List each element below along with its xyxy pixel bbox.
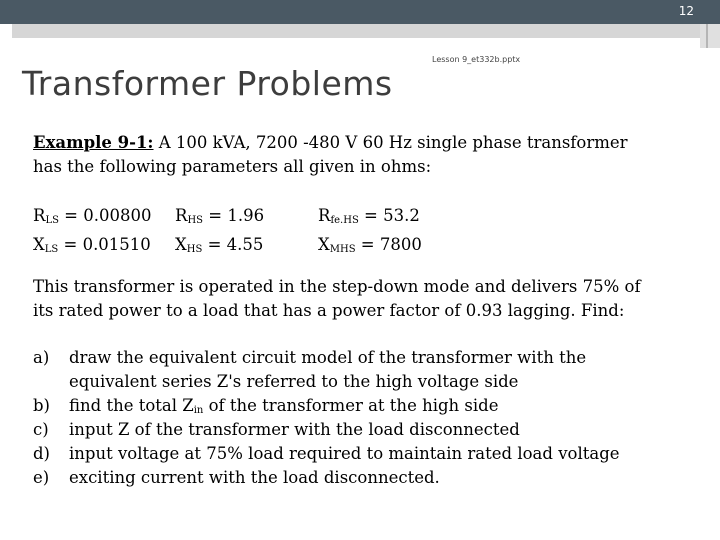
task-text: exciting current with the load disconnected. bbox=[69, 468, 440, 487]
top-bar bbox=[0, 0, 720, 24]
example-intro: A 100 kVA, 7200 -480 V 60 Hz single phase transformer bbox=[153, 133, 628, 152]
example-statement bbox=[33, 131, 628, 179]
param-xm: $X_{MHS} = 7800$ bbox=[318, 235, 422, 255]
slide-number: 12 bbox=[678, 4, 694, 18]
task-text: input Z of the transformer with the load disconnected bbox=[69, 420, 520, 439]
task-text: input voltage at 75% load required to maintain rated load voltage bbox=[69, 444, 620, 463]
param-xhs: $X_{HS} = 4.55$ bbox=[175, 235, 264, 255]
param-rfe: $R_{fe.HS} = 53.2$ bbox=[318, 206, 420, 226]
task-marker: c) bbox=[33, 420, 49, 439]
task-marker: a) bbox=[33, 348, 50, 367]
task-text: equivalent series Z's referred to the high voltage side bbox=[69, 372, 519, 391]
corner-block bbox=[700, 24, 720, 48]
task-text: draw the equivalent circuit model of the transformer with the bbox=[69, 348, 587, 367]
params-col-2 bbox=[175, 204, 264, 262]
param-xls: $X_{LS} = 0.01510$ bbox=[33, 235, 151, 255]
description-line-1: This transformer is operated in the step-down mode and delivers 75% of bbox=[33, 277, 641, 296]
param-rls: $R_{LS} = 0.00800$ bbox=[33, 206, 152, 226]
task-marker: b) bbox=[33, 396, 50, 415]
lesson-reference: Lesson 9_et332b.pptx bbox=[432, 55, 521, 64]
param-rhs: $R_{HS} = 1.96$ bbox=[175, 206, 265, 226]
description-line-2: its rated power to a load that has a power factor of 0.93 lagging. Find: bbox=[33, 301, 625, 320]
problem-description bbox=[33, 275, 641, 323]
task-text: find the total $Z_{in}$ of the transformer at the high side bbox=[69, 396, 499, 416]
example-line-2: has the following parameters all given in ohms: bbox=[33, 157, 432, 176]
slide-title: Transformer Problems bbox=[22, 64, 393, 103]
example-line-1 bbox=[33, 131, 628, 155]
task-marker: e) bbox=[33, 468, 50, 487]
params-col-3 bbox=[318, 204, 422, 262]
task-marker: d) bbox=[33, 444, 50, 463]
corner-divider bbox=[706, 24, 708, 48]
example-heading: Example 9-1: bbox=[33, 133, 154, 152]
header-band bbox=[12, 24, 700, 38]
params-col-1 bbox=[33, 204, 151, 262]
